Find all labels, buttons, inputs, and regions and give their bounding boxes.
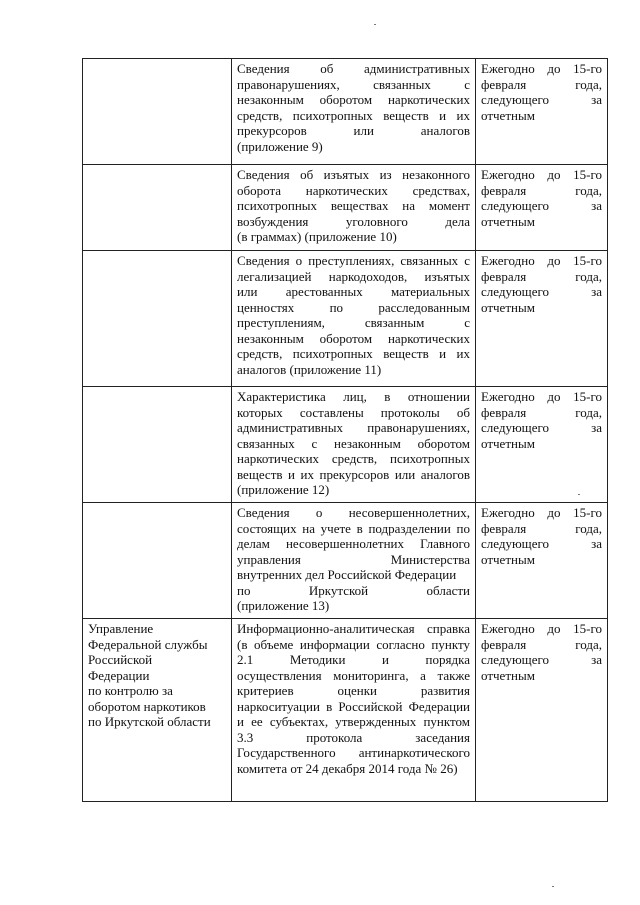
deadline-line: отчетным [481,667,535,683]
deadline-line: следующего за [481,92,602,107]
table-row [83,251,608,387]
info-line: ценностях по расследованным [237,299,470,315]
info-line: Сведения о преступлениях, связанных с [237,253,470,268]
deadline-line: Ежегодно до 15-го [481,621,602,636]
deadline-line: февраля года, [481,636,602,652]
org-cell [83,387,232,503]
org-cell [83,503,232,619]
deadline-line: Ежегодно до 15-го [481,505,602,520]
info-cell [232,59,476,165]
info-line: по Иркутской области [237,582,470,598]
scan-speck [578,494,580,495]
deadline-line: февраля года, [481,76,602,92]
deadline-line: следующего за [481,652,602,667]
info-line: преступлениям, связанным с [237,315,470,330]
deadline-line: Ежегодно до 15-го [481,167,602,182]
info-line: веществ и их прекурсоров или аналогов [237,466,470,482]
org-line: Управление [88,621,154,636]
info-line: административных правонарушениях, [237,420,470,435]
deadline-cell [476,251,608,387]
table-row [83,387,608,503]
info-line: аналогов (приложение 11) [237,361,382,377]
info-line: и ее субъектах, утвержденных пунктом [237,714,470,729]
info-line: правонарушениях, связанных с [237,76,470,92]
info-line: незаконным оборотом наркотических [237,92,470,107]
info-line: психотропных веществах на момент [237,198,470,213]
deadline-line: следующего за [481,536,602,551]
info-line: Сведения о несовершеннолетних, [237,505,470,520]
org-line: по Иркутской области [88,714,211,729]
info-line: легализацией наркодоходов, изъятых [237,268,470,284]
deadline-line: следующего за [481,198,602,213]
info-cell [232,251,476,387]
info-line: которых составлены протоколы об [237,404,470,420]
deadline-line: февраля года, [481,404,602,420]
org-cell [83,165,232,251]
deadline-line: следующего за [481,284,602,299]
table-row [83,503,608,619]
deadline-line: отчетным [481,107,535,123]
deadline-cell [476,165,608,251]
table-row [83,165,608,251]
info-line: Сведения об административных [237,61,470,76]
deadline-line: февраля года, [481,268,602,284]
info-line: наркотических средств, психотропных [237,451,470,466]
info-line: осуществления мониторинга, а также [237,667,470,683]
info-line: Сведения об изъятых из незаконного [237,167,470,182]
info-line: средств, психотропных веществ и их [237,107,470,123]
info-line: или арестованных материальных [237,284,470,299]
deadline-line: февраля года, [481,520,602,536]
info-cell [232,165,476,251]
org-cell [83,251,232,387]
deadline-cell [476,503,608,619]
info-line: незаконным оборотом наркотических [237,330,470,346]
table-row [83,59,608,165]
deadline-line: Ежегодно до 15-го [481,389,602,404]
deadline-cell [476,59,608,165]
deadline-cell [476,387,608,503]
info-line: связанных с незаконным оборотом [237,435,470,451]
info-line: Государственного антинаркотического [237,745,470,760]
info-line: возбуждения уголовного дела [237,213,470,229]
info-line: (в граммах) (приложение 10) [237,229,397,244]
table-row [83,619,608,802]
deadline-line: следующего за [481,420,602,435]
org-cell [83,59,232,165]
info-line: управления Министерства [237,551,470,567]
info-line: (приложение 12) [237,482,330,497]
info-line: комитета от 24 декабря 2014 года № 26) [237,760,458,776]
info-line: прекурсоров или аналогов [237,123,470,138]
deadline-line: отчетным [481,435,535,451]
reporting-table [82,58,608,802]
info-line: внутренних дел Российской Федерации [237,567,457,582]
info-line: Информационно-аналитическая справка [237,621,470,636]
deadline-line: Ежегодно до 15-го [481,61,602,76]
scan-speck [374,24,376,25]
deadline-line: отчетным [481,299,535,315]
deadline-line: февраля года, [481,182,602,198]
info-line: (в объеме информации согласно пункту [237,636,470,652]
info-line: 2.1 Методики и порядка [237,652,470,667]
info-cell [232,619,476,802]
info-line: делам несовершеннолетних Главного [237,536,470,551]
deadline-line: отчетным [481,213,535,229]
scan-speck [552,886,554,887]
org-line: Российской [88,652,153,667]
info-line: (приложение 13) [237,598,330,613]
org-line: Федеральной службы [88,636,208,652]
info-line: оборота наркотических средствах, [237,182,470,198]
info-line: Характеристика лиц, в отношении [237,389,470,404]
info-line: состоящих на учете в подразделении по [237,520,470,536]
deadline-line: отчетным [481,551,535,567]
org-line: по контролю за [88,683,173,698]
deadline-cell [476,619,608,802]
info-cell [232,387,476,503]
info-cell [232,503,476,619]
info-line: (приложение 9) [237,138,323,154]
org-line: оборотом наркотиков [88,698,206,714]
org-cell [83,619,232,802]
info-line: средств, психотропных веществ и их [237,346,470,361]
info-line: наркоситуации в Российской Федерации [237,698,470,714]
info-line: 3.3 протокола заседания [237,729,470,745]
deadline-line: Ежегодно до 15-го [481,253,602,268]
org-line: Федерации [88,667,150,683]
info-line: критериев оценки развития [237,683,470,698]
